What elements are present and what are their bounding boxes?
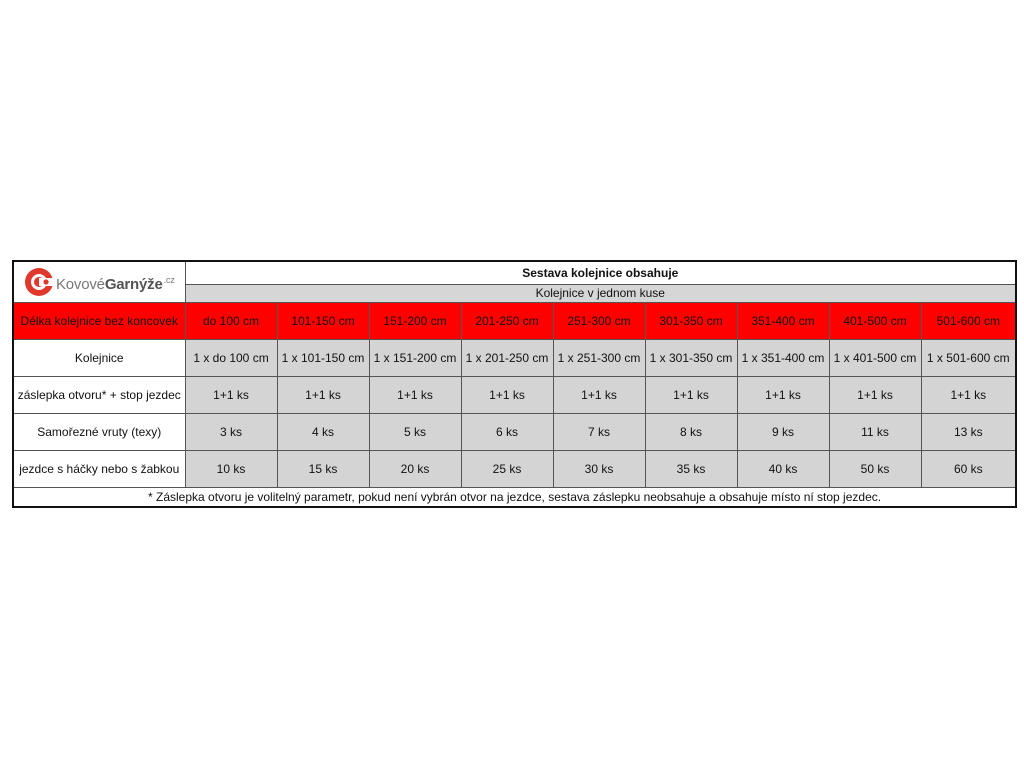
table-cell: 1 x do 100 cm xyxy=(185,340,277,377)
table-cell: 1+1 ks xyxy=(185,377,277,414)
table-cell: 35 ks xyxy=(645,451,737,488)
table-cell: 7 ks xyxy=(553,414,645,451)
table-cell: 25 ks xyxy=(461,451,553,488)
table-cell: 40 ks xyxy=(737,451,829,488)
table-cell: 50 ks xyxy=(829,451,921,488)
brand-logo xyxy=(14,267,185,297)
table-row xyxy=(13,414,1016,451)
footnote: * Záslepka otvoru je volitelný parametr, pokud není vybrán otvor na jezdce, sestava záslepku neobsahuje a obsahuje místo ní stop jezdec. xyxy=(13,488,1016,508)
spec-table xyxy=(12,260,1017,508)
table-cell: 6 ks xyxy=(461,414,553,451)
table-cell: 5 ks xyxy=(369,414,461,451)
table-cell: 20 ks xyxy=(369,451,461,488)
column-header: 201-250 cm xyxy=(461,303,553,340)
table-cell: 4 ks xyxy=(277,414,369,451)
table-cell: 9 ks xyxy=(737,414,829,451)
table-cell: 1+1 ks xyxy=(645,377,737,414)
table-cell: 8 ks xyxy=(645,414,737,451)
row-label: Samořezné vruty (texy) xyxy=(13,414,185,451)
table-cell: 15 ks xyxy=(277,451,369,488)
table-cell: 1+1 ks xyxy=(277,377,369,414)
column-header: 251-300 cm xyxy=(553,303,645,340)
kovove-garnyze-logo-icon xyxy=(24,267,54,297)
column-header: 151-200 cm xyxy=(369,303,461,340)
table-cell: 1 x 201-250 cm xyxy=(461,340,553,377)
logo-cell xyxy=(13,261,185,303)
table-cell: 1+1 ks xyxy=(737,377,829,414)
table-row xyxy=(13,340,1016,377)
row-label: jezdce s háčky nebo s žabkou xyxy=(13,451,185,488)
table-cell: 60 ks xyxy=(921,451,1016,488)
table-cell: 1+1 ks xyxy=(461,377,553,414)
table-cell: 30 ks xyxy=(553,451,645,488)
row-label: Kolejnice xyxy=(13,340,185,377)
table-cell: 1 x 501-600 cm xyxy=(921,340,1016,377)
table-title: Sestava kolejnice obsahuje xyxy=(185,261,1016,285)
table-cell: 1 x 351-400 cm xyxy=(737,340,829,377)
column-header: 501-600 cm xyxy=(921,303,1016,340)
table-cell: 1 x 301-350 cm xyxy=(645,340,737,377)
table-cell: 1 x 101-150 cm xyxy=(277,340,369,377)
table-cell: 13 ks xyxy=(921,414,1016,451)
column-header: 101-150 cm xyxy=(277,303,369,340)
table-cell: 1+1 ks xyxy=(829,377,921,414)
table-cell: 10 ks xyxy=(185,451,277,488)
table-cell: 1+1 ks xyxy=(553,377,645,414)
column-header: 401-500 cm xyxy=(829,303,921,340)
brand-name: KovovéGarnýže$^{.cz}$ xyxy=(55,274,175,293)
column-header: 301-350 cm xyxy=(645,303,737,340)
table-cell: 1 x 251-300 cm xyxy=(553,340,645,377)
table-row xyxy=(13,377,1016,414)
column-header: do 100 cm xyxy=(185,303,277,340)
column-header: 351-400 cm xyxy=(737,303,829,340)
header-row xyxy=(13,303,1016,340)
table-row xyxy=(13,451,1016,488)
table-cell: 1 x 401-500 cm xyxy=(829,340,921,377)
table-subtitle: Kolejnice v jednom kuse xyxy=(185,285,1016,303)
table-cell: 11 ks xyxy=(829,414,921,451)
table-cell: 3 ks xyxy=(185,414,277,451)
table-cell: 1+1 ks xyxy=(921,377,1016,414)
row-label: záslepka otvoru* + stop jezdec xyxy=(13,377,185,414)
header-label: Délka kolejnice bez koncovek xyxy=(13,303,185,340)
table-cell: 1 x 151-200 cm xyxy=(369,340,461,377)
table-cell: 1+1 ks xyxy=(369,377,461,414)
